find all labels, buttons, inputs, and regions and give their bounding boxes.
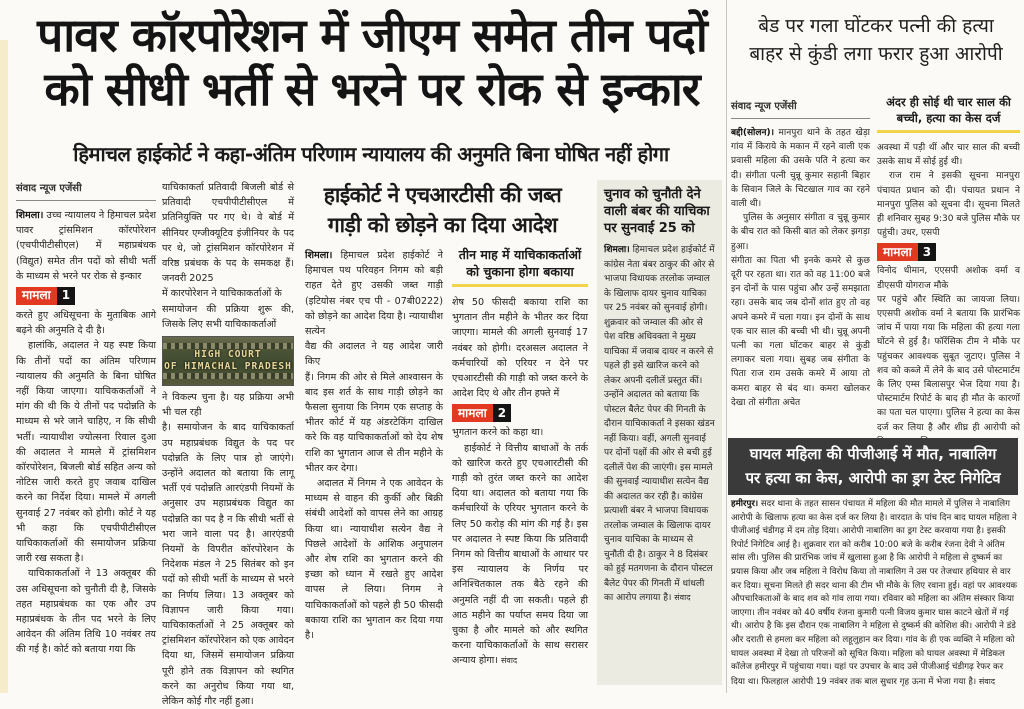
paragraph: संगीता का पिता भी इनके कमरे से कुछ दूरी पर रहता था। रात को वह 11:00 बजे इन दोनों के पास पहुंचा और उन्हें समझाता रहा। उसके बाद जब दोनों शांत हुए तो वह अपने कमरे में चला गया। इन दोनों के साथ एक चार साल की बच्ची भी थी। चुन्नू अपनी पत्नी का गला घोंटकर बाहर से कुंडी लगाकर चला गया। सुबह जब संगीता के पिता राज राम उसके कमरे में आया तो कमरा बाहर से बंद था। कमरा खोलकर देखा तो संगीता अचेत xyxy=(731,255,870,408)
story3-headline-line1: बेड पर गला घोंटकर पत्नी की हत्या xyxy=(758,15,994,37)
story1-headline-line2: को सीधी भर्ती से भरने पर रोक से इन्कार xyxy=(44,62,700,116)
paragraph: अदालत में निगम ने एक आवेदन के माध्यम से वाहन की कुर्की और बिक्री संबंधी आदेशों को वापस लेने का आग्रह किया था। न्यायाधीश सत्येन वैद्य ने पिछले आदेशों के आंशिक अनुपालन और शेष राशि का भुगतान करने की इच्छा को ध्यान में रखते हुए आदेश वापस ले लिया। निगम ने याचिकाकर्ताओं को पहले ही 50 फीसदी बकाया राशि का भुगतान कर दिया गया है। xyxy=(305,478,443,642)
paragraph: पुलिस के अनुसार संगीता व चुन्नू कुमार के बीच रात को किसी बात को लेकर झगड़ा हुआ। xyxy=(731,213,870,252)
story2-headline-line2: गाड़ी को छोड़ने का दिया आदेश xyxy=(327,213,558,237)
story4-text xyxy=(731,498,1019,689)
badge-label: मामला xyxy=(452,404,493,422)
story1-col2-text xyxy=(162,180,294,709)
high-court-photo xyxy=(162,336,294,386)
signoff: संवाद xyxy=(978,676,996,686)
signoff: संवाद xyxy=(674,593,691,602)
story3-byline: संवाद न्यूज एजेंसी xyxy=(731,101,797,112)
paragraph: शेष 50 फीसदी बकाया राशि का भुगतान तीन महीने के भीतर कर दिया जाएगा। मामले की अगली सुनवाई 17 नवंबर को होगी। दरअसल अदालत ने कर्मचारियों को एरियर न देने पर एचआरटीसी की गाड़ी को जब्त करने के आदेश दिए थे और तीन हफ्ते में xyxy=(452,297,588,400)
badge-number: 3 xyxy=(918,243,936,261)
dateline: हमीरपुर। xyxy=(731,499,759,509)
badge-number: 2 xyxy=(493,404,511,422)
story2-col1-text xyxy=(305,248,443,643)
paragraph: हालांकि, अदालत ने यह स्पष्ट किया कि तीनों पदों का अंतिम परिणाम न्यायालय की अनुमति के बिना घोषित नहीं किया जाएगा। याचिककर्ताओं ने मांग की थी कि ये तीनों पद पदोन्नति के माध्यम से भरे जाने चाहिए, न कि सीधी भर्ती। न्यायाधीश ज्योत्सना रिवाल दुआ की अदालत ने मामले में ट्रांसमिशन कॉरपोरेशन, बिजली बोर्ड सहित अन्य को नोटिस जारी करते हुए जवाब दाखिल करने का निर्देश दिया। मामले में अगली सुनवाई 27 नवंबर को होगी। कोर्ट ने यह भी कहा कि एचपीपीटीसीएल याचिकाकर्ताओं की समायोजन प्रक्रिया जारी रख सकता है। xyxy=(16,340,156,565)
paragraph: उच्च न्यायालय ने हिमाचल प्रदेश पावर ट्रांसमिशन कॉरपोरेशन (एचपीपीटीसीएल) में महाप्रबंधक (विद्युत) समेत तीन पदों को सीधी भर्ती के माध्यम से भरने पर रोक से इन्कार xyxy=(16,210,156,282)
dateline: शिमला। xyxy=(604,245,630,255)
story2-headline-line1: हाईकोर्ट ने एचआरटीसी की जब्त xyxy=(323,183,562,207)
paragraph: सदर थाना के तहत सासन पंचायत में महिला की मौत मामले में पुलिस ने नाबालिग आरोपी के खिलाफ हत्या का केस दर्ज कर लिया है। वारदात के पांच दिन बाद घायल महिला ने पीजीआई चंडीगढ़ में दम तोड़ दिया। आरोपी नाबालिग का ड्रग टेस्ट करवाया गया है। इसकी रिपोर्ट निगेटिव आई है। शुक्रवार रात को करीब 10:00 बजे के करीब रंजना देवी ने अंतिम सांस ली। पुलिस की प्रारंभिक जांच में खुलासा हुआ है कि आरोपी ने महिला से दुष्कर्म का प्रयास किया और जब महिला ने विरोध किया तो नाबालिग ने उस पर तेजधार हथियार से वार कर दिया। सूचना मिलते ही सदर थाना की टीम भी मौके के लिए रवाना हुई। वहां पर आवश्यक औपचारिकताओं के बाद शव को गांव लाया गया। रविवार को महिला का अंतिम संस्कार किया जाएगा। तीन नवंबर को 40 वर्षीय रंजना कुमारी पत्नी विजय कुमार घास काटने खेतों में गई थी। आरोप है कि इस दौरान एक नाबालिग ने महिला से दुष्कर्म की कोशिश की। आरोपी ने डंडे और दराती से हमला कर महिला को लहूलुहान कर दिया। गांव के ही एक व्यक्ति ने महिला को घायल अवस्था में देखा तो परिजनों को सूचित किया। महिला को घायल अवस्था में मेडिकल कॉलेज हमीरपुर में पहुंचाया गया। यहां पर उपचार के बाद उसे पीजीआई चंडीगढ़ रेफर कर दिया था। फिलहाल आरोपी 19 नवंबर तक बाल सुधार गृह ऊना में भेजा गया है। xyxy=(731,499,1018,687)
paragraph xyxy=(452,441,588,669)
badge-number: 1 xyxy=(57,287,75,305)
paragraph: याचिकाकर्ताओं ने 13 अक्तूबर की उस अधिसूचना को चुनौती दी है, जिसके तहत महाप्रबंधक का एक और उप महाप्रबंधक के तीन पद भरने के लिए आवेदन की अंतिम तिथि 10 नवंबर तय की गई है। कोर्ट को बताया गया कि xyxy=(16,568,156,656)
case-badge-1 xyxy=(16,287,156,305)
story4-headline-line1: घायल महिला की पीजीआई में मौत, नाबालिग xyxy=(749,445,997,463)
election-petition-box xyxy=(597,180,722,685)
dateline: बद्दी(सोलन)। xyxy=(731,128,774,138)
story1-headline-line1: पावर कॉरपोरेशन में जीएम समेत तीन पदों xyxy=(37,8,707,62)
byline-rule xyxy=(16,200,156,201)
photo-ornament xyxy=(163,373,293,379)
photo-sign-line2: OF HIMACHAL PRADESH xyxy=(164,361,292,373)
paragraph: में कारपोरेशन ने याचिकाकर्ताओं के xyxy=(162,288,282,300)
box-headline: चुनाव को चुनौती देने वाली बंबर की याचिका पर सुनवाई 25 को xyxy=(604,187,710,236)
story3-column2 xyxy=(877,94,1020,434)
case-badge-3 xyxy=(877,243,1020,261)
paragraph: ने विकल्प चुना है। यह प्रक्रिया अभी भी चल रही xyxy=(162,392,294,419)
story1-subheadline: हिमाचल हाईकोर्ट ने कहा-अंतिम परिणाम न्यायालय की अनुमति बिना घोषित नहीं होगा xyxy=(73,142,669,166)
badge-label: मामला xyxy=(877,243,918,261)
story2-kicker: तीन माह में याचिकाकर्ताओं को चुकाना होगा बकाया xyxy=(452,246,588,287)
story1-column2 xyxy=(162,180,294,708)
paragraph: है। समायोजन के बाद याचिकाकर्ता उप महाप्रबंधक विद्युत के पद पर पदोन्नति के लिए पात्र हो जाएंगे। उन्होंने अदालत को बताया कि लागू भर्ती एवं पदोन्नति आरएंडपी नियमों के अनुसार उप महाप्रबंधक विद्युत का पदोन्नति का पद है न कि सीधी भर्ती से भरा जाने वाला पद है। आरएंडपी नियमों के विपरीत कॉरपोरेशन के निदेशक मंडल ने 25 सितंबर को इन पदों को सीधी भर्ती के माध्यम से भरने का निर्णय लिया। 13 अक्तूबर को विज्ञापन जारी किया गया। याचिकाकर्ताओं ने 25 अक्तूबर को ट्रांसमिशन कॉरपोरेशन को एक आवेदन दिया था, जिसमें समायोजन प्रक्रिया पूरी होने तक विज्ञापन को स्थगित करने का अनुरोध किया गया था, लेकिन कोई गौर नहीं हुआ। xyxy=(162,422,294,708)
story3-headline-line2: बाहर से कुंडी लगा फरार हुआ आरोपी xyxy=(749,43,1003,65)
story2-column1 xyxy=(305,248,443,690)
paragraph: हैं। निगम की ओर से मिले आश्वासन के बाद इस शर्त के साथ गाड़ी छोड़ने का फैसला सुनाया कि निगम एक सप्ताह के भीतर कोर्ट में यह अंडरटेकिंग दाखिल करे कि वह याचिकाकर्ताओं को देय शेष राशि का भुगतान आज से तीन महीने के भीतर कर देगा। xyxy=(305,371,443,474)
paragraph: मानपुरा थाने के तहत खेड़ा गांव में किराये के मकान में रहने वाली एक प्रवासी महिला की उसके पति ने हत्या कर दी। संगीता पत्नी चुन्नू कुमार सहानी बिहार के सिवान जिले के चिटखाल गाव का रहने वाली थी। xyxy=(731,128,870,210)
paragraph: समायोजन की प्रक्रिया शुरू की, जिसके लिए सभी याचिकाकर्ताओं xyxy=(162,303,294,330)
page-edge-strip xyxy=(0,40,8,693)
paragraph: राज राम ने इसकी सूचना मानपुरा पंचायत प्रधान को दी। पंचायत प्रधान ने मानपुरा पुलिस को सूचना दी। सूचना मिलते ही शनिवार सुबह 9:30 बजे पुलिस मौके पर पहुंची। उधर, एसपी xyxy=(877,171,1020,239)
paragraph: याचिकाकर्ता प्रतिवादी बिजली बोर्ड से प्रतिवादी एचपीपीटीसीएल में प्रतिनियुक्ति पर गए थे। वे बोर्ड में सीनियर एग्जीक्यूटिव इंजीनियर के पद पर थे, जो ट्रांसमिशन कॉरपोरेशन में वरिष्ठ प्रबंधक के पद के समकक्ष हैं। जनवरी 2025 xyxy=(162,182,294,285)
story1-headline xyxy=(22,8,722,116)
story3-col2-text xyxy=(877,141,1020,449)
story1-column1 xyxy=(16,180,156,690)
paragraph-text: हाईकोर्ट ने वित्तीय बाधाओं के तर्क को खारिज करते हुए एचआरटीसी की गाड़ी को तुरंत जब्त करने का आदेश दिया था। अदालत को बताया गया कि कर्मचारियों के एरियर भुगतान करने के लिए 50 करोड़ की मांग की गई है। इस पर अदालत ने स्पष्ट किया कि प्रतिवादी निगम को वित्तीय बाधाओं के आधार पर इस न्यायालय के निर्णय पर अनिश्चितकाल तक बैठे रहने की अनुमति नहीं दी जा सकती। पहले ही आठ महीने का पर्याप्त समय दिया जा चुका है और मामले को और स्थगित करना याचिकाकर्ताओं के साथ सरासर अन्याय होगा। xyxy=(452,442,588,667)
photo-sign-line1: HIGH COURT xyxy=(194,349,262,361)
paragraph: हिमाचल प्रदेश हाईकोर्ट में कांग्रेस नेता बंबर ठाकुर की ओर से भाजपा विधायक तरलोक जम्वाल के खिलाफ दायर चुनाव याचिका पर 25 नवंबर को सुनवाई होगी। शुक्रवार को जम्वाल की ओर से पेश वरिष्ठ अधिवक्ता ने मुख्य याचिका में जवाब दायर न करने से पहले ही इसे खारिज करने को लेकर अपनी दलीलें प्रस्तुत कीं। उन्होंने अदालत को बताया कि पोस्टल बैलेट पेपर की गिनती के दौरान याचिकाकर्ता ने इसका खंडन नहीं किया। वहीं, अगली सुनवाई पर दोनों पक्षों की ओर से बची हुई दलीलें पेश की जाएंगी। इस मामले की सुनवाई न्यायाधीश सत्येन वैद्य की अदालत कर रही है। कांग्रेस प्रत्याशी बंबर ने भाजपा विधायक तरलोक जम्वाल के खिलाफ दायर चुनाव याचिका के माध्यम से चुनौती दी है। ठाकुर ने 8 दिसंबर को हुई मतगणना के दौरान पोस्टल बैलेट पेपर की गिनती में धांधली का आरोप लगाया है। xyxy=(604,245,715,603)
dateline: शिमला। xyxy=(305,250,333,261)
case-badge-2 xyxy=(452,404,588,422)
story1-byline: संवाद न्यूज एजेंसी xyxy=(16,183,82,194)
paragraph: भुगतान करने को कहा था। xyxy=(452,427,544,439)
story4-headline-line2: पर हत्या का केस, आरोपी का ड्रग टेस्ट निगेटिव xyxy=(745,469,1001,487)
paragraph: विनोद धीमान, एएसपी अशोक वर्मा व डीएसपी योगराज मौके xyxy=(877,266,1020,291)
story1-col1-text xyxy=(16,208,156,658)
story4-headline-banner xyxy=(728,438,1018,495)
story3-column1 xyxy=(731,98,870,434)
paragraph: करते हुए अधिसूचना के मुताबिक आगे बढ़ने की अनुमति दे दी है। xyxy=(16,310,156,337)
paragraph: हिमाचल प्रदेश हाईकोर्ट ने हिमाचल पथ परिवहन निगम को बड़ी राहत देते हुए उसकी जब्त गाड़ी (इटियोस नंबर एच पी - 07बी0222) को छोड़ने का आदेश दिया है। न्यायाधीश सत्येन xyxy=(305,250,443,338)
story3-kicker: अंदर ही सोई थी चार साल की बच्ची, हत्या का केस दर्ज xyxy=(877,94,1020,133)
story2-col2-text xyxy=(452,295,588,669)
byline-rule xyxy=(731,118,870,119)
paragraph: पर पहुंचे और स्थिति का जायजा लिया। एएसपी अशोक वर्मा ने बताया कि प्रारंभिक जांच में पाया गया कि महिला की हत्या गला घोंटने से हुई है। फॉरेंसिक टीम ने मौके पर पहुंचकर आवश्यक सुबूत जुटाए। पुलिस ने शव को कब्जे में लेने के बाद उसे पोस्टमार्टम के लिए एम्स बिलासपुर भेज दिया गया है। पोस्टमार्टम रिपोर्ट के बाद ही मौत के कारणों का पता चल पाएगा। पुलिस ने हत्या का केस दर्ज कर लिया है और शीघ्र ही आरोपी को xyxy=(877,294,1020,433)
dateline: शिमला। xyxy=(16,210,44,221)
story3-headline xyxy=(728,12,1024,68)
badge-label: मामला xyxy=(16,287,57,305)
story3-col1-text xyxy=(731,126,870,410)
signoff: संवाद xyxy=(501,656,518,666)
column-divider xyxy=(726,0,727,693)
box-text xyxy=(604,243,715,606)
story2-column2 xyxy=(452,246,588,690)
paragraph: वैद्य की अदालत ने यह आदेश जारी किए xyxy=(305,341,443,368)
story2-headline xyxy=(300,180,585,240)
paragraph: अवस्था में पड़ी थीं और चार साल की बच्ची उसके साथ में सोई हुई थी। xyxy=(877,143,1020,168)
